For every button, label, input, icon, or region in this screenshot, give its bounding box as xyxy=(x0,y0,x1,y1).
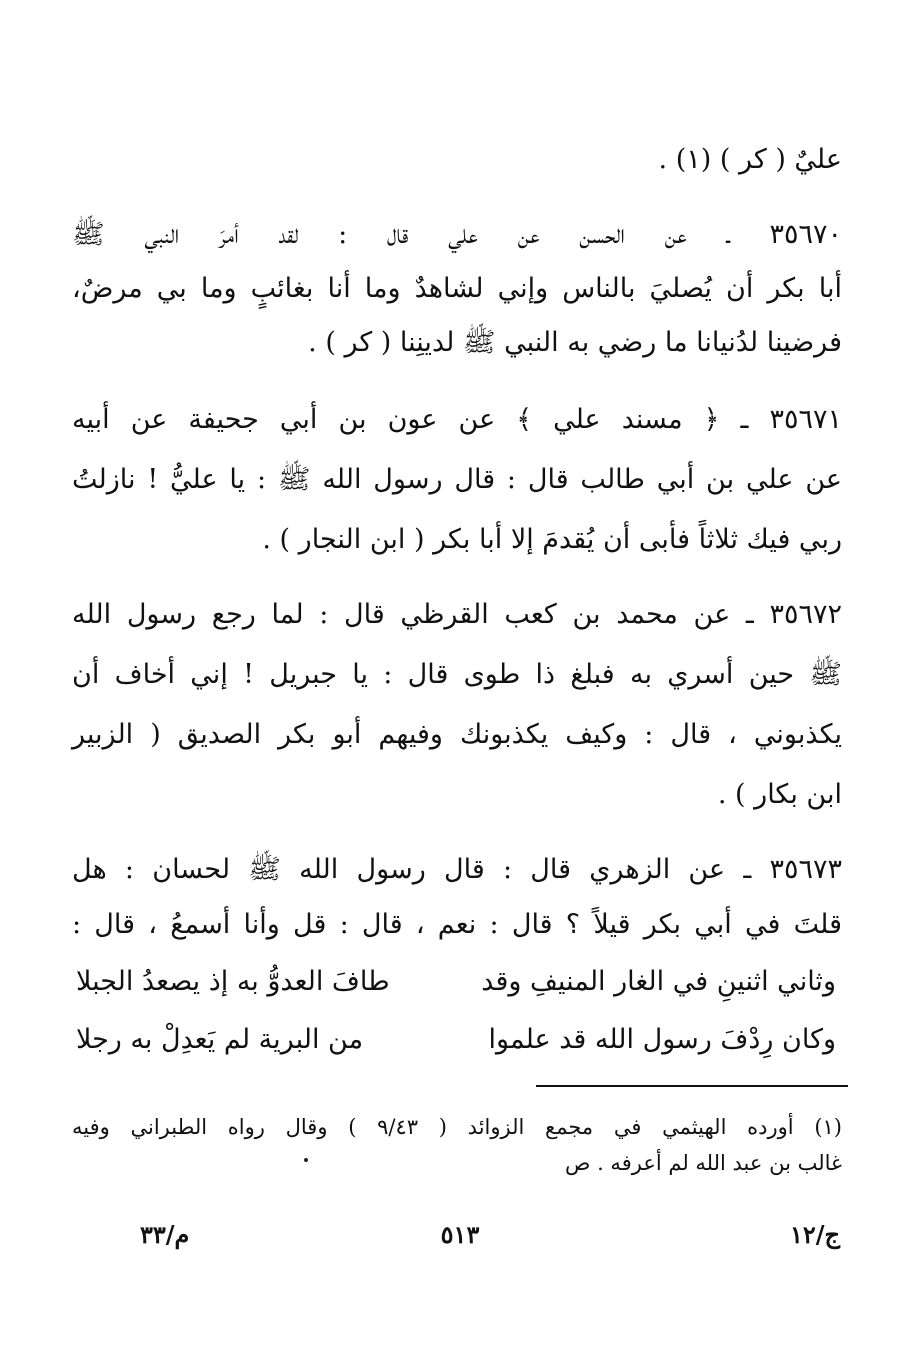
poem-verse-2 xyxy=(76,1020,836,1060)
hadith-35672-line-2: ﷺ حين أسري به فبلغ ذا طوى قال : يا جبريل ! إني أخاف أن xyxy=(72,659,842,690)
print-speck xyxy=(304,1158,308,1162)
hadith-35672-line-4: ابن بكار ) . xyxy=(717,779,842,810)
poem-verse-1 xyxy=(76,962,836,1002)
hadith-35673-line-1: ٣٥٦٧٣ ـ عن الزهري قال : قال رسول الله ﷺ لحسان : هل xyxy=(72,854,842,885)
hadith-35670-line-1: ٣٥٦٧٠ ـ عن الحسن عن علي قال : لقد أمرَ النبي ﷺ xyxy=(72,219,842,250)
footnote-separator xyxy=(536,1085,848,1087)
verse-2-second-hemistich: من البرية لم يَعدِلْ به رجلا xyxy=(76,1024,364,1055)
hadith-35672-line-1: ٣٥٦٧٢ ـ عن محمد بن كعب القرظي قال : لما رجع رسول الله xyxy=(72,599,842,630)
footnote-line-2: غالب بن عبد الله لم أعرفه . ص xyxy=(565,1151,842,1175)
hadith-35672-line-3: يكذبوني ، قال : وكيف يكذبونك وفيهم أبو بكر الصديق ( الزبير xyxy=(72,719,842,750)
verse-1-second-hemistich: طافَ العدوُّ به إذ يصعدُ الجبلا xyxy=(76,966,390,997)
text-line-1: عليٌ ( كر ) (١) . xyxy=(658,144,842,175)
hadith-35673-line-2: قلتَ في أبي بكر قيلاً ؟ قال : نعم ، قال : قل وأنا أسمعُ ، قال : xyxy=(72,909,842,940)
hadith-35671-line-3: ربي فيك ثلاثاً فأبى أن يُقدمَ إلا أبا بكر ( ابن النجار ) . xyxy=(262,524,842,555)
footnote-line-1: (١) أورده الهيثمي في مجمع الزوائد ( ٩/٤٣ ) وقال رواه الطبراني وفيه xyxy=(72,1115,842,1139)
volume-label: ج/١٢ xyxy=(789,1220,840,1249)
page-number: ٥١٣ xyxy=(440,1220,480,1249)
hadith-35670-line-2: أبا بكر أن يُصليَ بالناس وإني لشاهدٌ وما أنا بغائبٍ وما بي مرضٌ، xyxy=(72,273,842,304)
hadith-35671-line-1: ٣٥٦٧١ ـ ﴿ مسند علي ﴾ عن عون بن أبي جحيفة عن أبيه xyxy=(72,404,842,435)
verse-1-first-hemistich: وثاني اثنينِ في الغار المنيفِ وقد xyxy=(481,966,836,997)
hadith-35670-line-3: فرضينا لدُنيانا ما رضي به النبي ﷺ لدينِنا ( كر ) . xyxy=(308,327,842,358)
hadith-35671-line-2: عن علي بن أبي طالب قال : قال رسول الله ﷺ : يا عليُّ ! نازلتُ xyxy=(72,464,842,495)
verse-2-first-hemistich: وكان رِدْفَ رسول الله قد علموا xyxy=(488,1024,836,1055)
signature-mark: م/٣٣ xyxy=(140,1220,190,1249)
